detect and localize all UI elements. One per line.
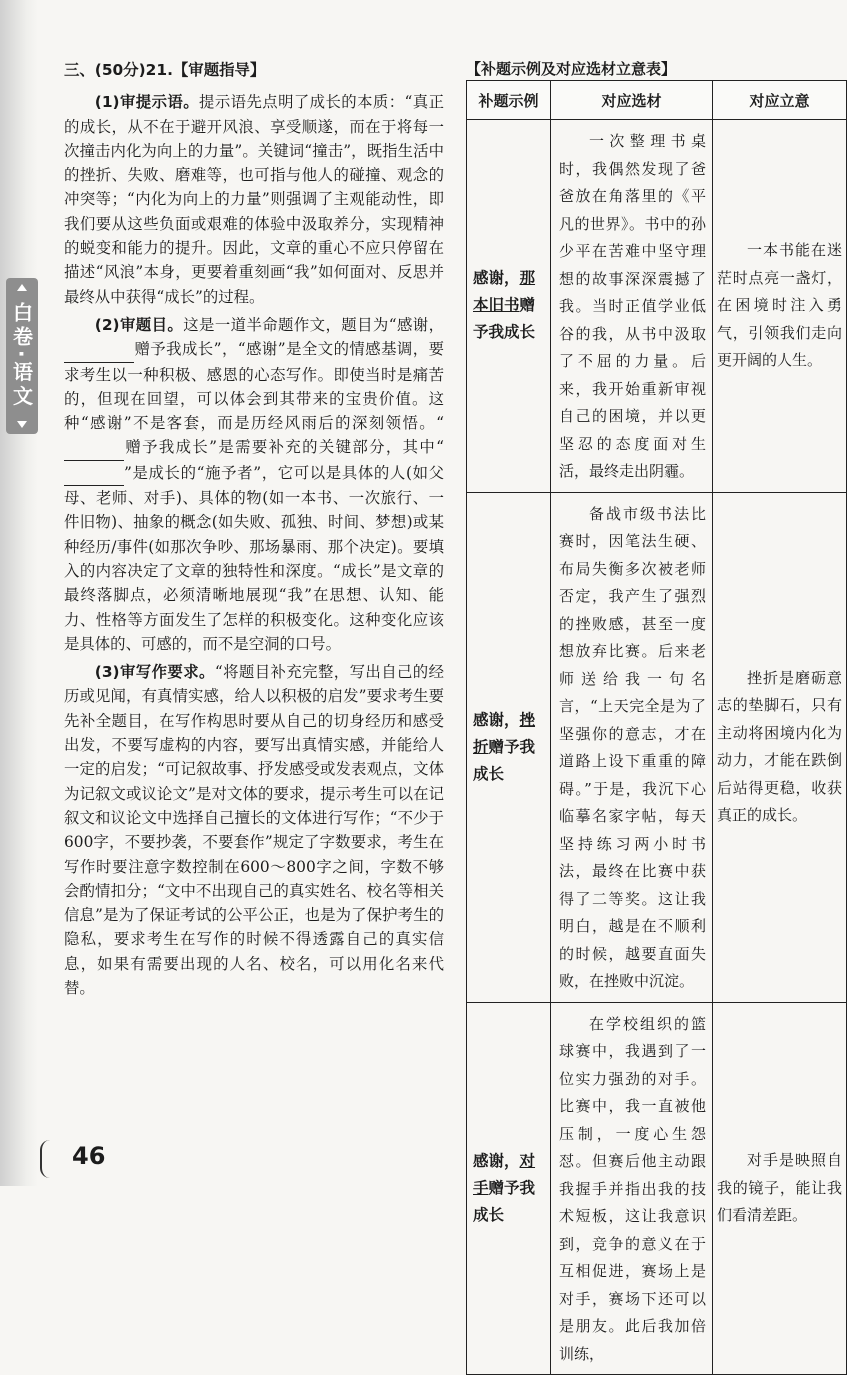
side-tab-label: 白卷·语文 <box>9 302 34 410</box>
fill-blank <box>64 435 124 460</box>
topic-fill: 挫折 <box>473 710 536 756</box>
section-1-text: 提示语先点明了成长的本质：“真正的成长，从不在于避开风浪、享受顺遂，而在于将每一次撞击内化为向上的力量”。关键词“撞击”，既指生活中的挫折、失败、磨难等，也可指与他人的碰撞、观念的冲突等；“内化为向上的力量”则强调了主观能动性，即我们要从这些负面或艰难的体验中汲取养分，实现精神的蜕变和能力的提升。因此，文章的重心不应只停留在描述“风浪”本身，更要着重刻画“我”如何面对、反思并最终从中获得“成长”的过程。 <box>64 93 444 306</box>
topic-suffix: 赠予我成长 <box>473 1178 536 1224</box>
header-cell: 对应立意 <box>713 81 847 120</box>
triangle-down-icon <box>17 421 27 428</box>
material-text: 在学校组织的篮球赛中，我遇到了一位实力强劲的对手。比赛中，我一直被他压制，一度心生怨怼。但赛后他主动跟我握手并指出我的技术短板，这让我意识到，竞争的意义在于互相促进，赛场上是对手，赛场下还可以是朋友。此后我加倍训练， <box>559 1014 706 1363</box>
page-bracket <box>40 1140 54 1178</box>
topic-cell <box>467 1002 551 1375</box>
left-column <box>64 58 444 1004</box>
meaning-text: 对手是映照自我的镜子，能让我们看清差距。 <box>717 1151 842 1224</box>
material-text: 备战市级书法比赛时，因笔法生硬、布局失衡多次被老师否定，我产生了强烈的挫败感，甚至一度想放弃比赛。后来老师送给我一句名言，“上天完全是为了坚强你的意志，才在道路上设下重重的障碍。”于是，我沉下心临摹名家字帖，每天坚持练习两小时书法，最终在比赛中获得了二等奖。这让我明白，越是在不顺利的时候，越要直面失败，在挫败中沉淀。 <box>559 504 706 990</box>
topic-cell <box>467 492 551 1002</box>
topic-table <box>466 80 847 1375</box>
meaning-cell <box>713 492 847 1002</box>
fill-blank <box>64 461 124 486</box>
table-header-row <box>467 81 847 120</box>
meaning-cell <box>713 1002 847 1375</box>
topic-prefix: 感谢， <box>473 269 520 288</box>
question-heading: 三、(50分)21.【审题指导】 <box>64 61 266 79</box>
meaning-text: 一本书能在迷茫时点亮一盏灯，在困境时注入勇气，引领我们走向更开阔的人生。 <box>717 241 842 369</box>
topic-fill: 对手 <box>473 1151 536 1197</box>
table-title: 【补题示例及对应选材立意表】 <box>466 60 677 78</box>
header-cell: 对应选材 <box>551 81 713 120</box>
material-cell <box>551 120 713 493</box>
section-3 <box>64 660 444 1000</box>
section-2-text-b: 赠予我成长”，“感谢”是全文的情感基调，要求考生以一种积极、感恩的心态写作。即使当时是痛苦的，但现在回望，可以体会到其带来的宝贵价值。这种“感谢”不是客套，而是历经风雨后的深刻领悟。“ <box>64 340 444 433</box>
table-row <box>467 492 847 1002</box>
section-2-text-a: 这是一道半命题作文，题目为“感谢， <box>183 315 444 334</box>
page-binding-shadow <box>0 0 38 1186</box>
meaning-text: 挫折是磨砺意志的垫脚石，只有主动将困境内化为动力，才能在跌倒后站得更稳，收获真正的成长。 <box>717 668 842 824</box>
section-3-label: (3)审写作要求。 <box>94 663 215 682</box>
section-2-text-c: 赠予我成长”是需要补充的关键部分，其中“ <box>124 438 444 457</box>
fill-blank <box>64 337 134 362</box>
topic-fill: 那本旧书 <box>473 269 536 315</box>
topic-prefix: 感谢， <box>473 1151 520 1170</box>
page-number: 46 <box>72 1142 106 1170</box>
topic-table-viewport <box>466 80 842 1363</box>
material-cell <box>551 492 713 1002</box>
triangle-up-icon <box>17 284 27 291</box>
topic-cell <box>467 120 551 493</box>
table-row <box>467 120 847 493</box>
section-3-text: “将题目补充完整，写出自己的经历或见闻，有真情实感，给人以积极的启发”要求考生要先补全题目，在写作构思时要从自己的切身经历和感受出发，不要写虚构的内容，要写出真情实感，并能给人一定的启发；“可记叙故事、抒发感受或发表观点，文体为记叙文或议论文”是对文体的要求，提示考生可以在记叙文和议论文中选择自己擅长的文体进行写作；“不少于600字，不要抄袭，不要套作”规定了字数要求，考生在写作时要注意字数控制在600～800字之间，字数不够会酌情扣分；“文中不出现自己的真实姓名、校名等相关信息”是为了保证考试的公平公正，也是为了保护考生的隐私，要求考生在写作的时候不得透露自己的真实信息，如果有需要出现的人名、校名，可以用化名来代替。 <box>64 663 445 997</box>
material-text: 一次整理书桌时，我偶然发现了爸爸放在角落里的《平凡的世界》。书中的孙少平在苦难中坚守理想的故事深深震撼了我。当时正值学业低谷的我，从书中汲取了不屈的力量。后来，我开始重新审视自己的困境，并以更坚忍的态度面对生活，最终走出阴霾。 <box>559 132 706 480</box>
table-row <box>467 1002 847 1375</box>
topic-prefix: 感谢， <box>473 710 520 729</box>
material-cell <box>551 1002 713 1375</box>
topic-suffix: 赠予我成长 <box>473 737 536 783</box>
section-2-label: (2)审题目。 <box>94 315 184 334</box>
side-tab <box>6 278 38 434</box>
section-2-text-d: ”是成长的“施予者”，它可以是具体的人(如父母、老师、对手)、具体的物(如一本书、一次旅行、一件旧物)、抽象的概念(如失败、孤独、时间、梦想)或某种经历/事件(如那次争吵、那场暴雨、那个决定)。要填入的内容决定了文章的独特性和深度。“成长”是文章的最终落脚点，必须清晰地展现“我”在思想、认知、能力、性格等方面发生了怎样的积极变化。这种变化应该是具体的、可感的，而不是空洞的口号。 <box>64 463 444 653</box>
section-2 <box>64 313 444 656</box>
section-1 <box>64 90 444 309</box>
header-cell: 补题示例 <box>467 81 551 120</box>
section-1-label: (1)审提示语。 <box>94 93 200 112</box>
topic-suffix: 赠予我成长 <box>473 296 536 342</box>
meaning-cell <box>713 120 847 493</box>
